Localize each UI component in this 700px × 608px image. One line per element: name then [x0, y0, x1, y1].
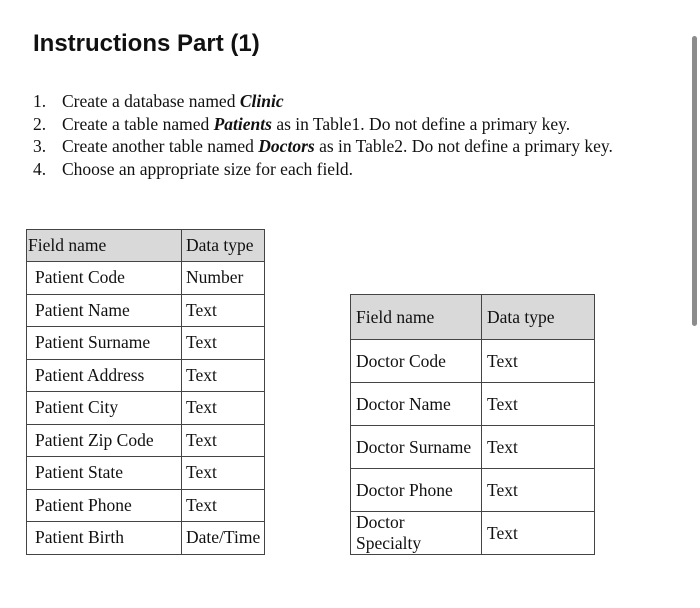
page-title: Instructions Part (1)	[33, 30, 260, 57]
field-name-cell: Patient Zip Code	[27, 424, 182, 457]
data-type-cell: Text	[482, 383, 595, 426]
data-type-cell: Text	[182, 327, 265, 360]
table-row	[27, 294, 265, 327]
table-header-row	[27, 230, 265, 262]
field-name-cell: Patient City	[27, 392, 182, 425]
table-row	[27, 522, 265, 555]
table-row	[351, 426, 595, 469]
data-type-cell: Text	[182, 392, 265, 425]
data-type-cell: Text	[482, 469, 595, 512]
field-name-cell: Patient Name	[27, 294, 182, 327]
field-name-cell: Doctor Surname	[351, 426, 482, 469]
table-row	[27, 262, 265, 295]
table-row	[27, 424, 265, 457]
instruction-item: 2. Create a table named Patients as in Table1. Do not define a primary key.	[33, 113, 571, 134]
instruction-list	[33, 90, 613, 180]
column-header: Field name	[351, 295, 482, 340]
data-type-cell: Text	[482, 426, 595, 469]
field-name-cell: Patient Address	[27, 359, 182, 392]
column-header: Data type	[482, 295, 595, 340]
doctors-table	[350, 294, 595, 555]
patients-table	[26, 229, 265, 555]
vertical-scrollbar[interactable]	[692, 36, 697, 326]
data-type-cell: Text	[182, 489, 265, 522]
table-row	[351, 340, 595, 383]
data-type-cell: Text	[482, 340, 595, 383]
field-name-cell: Patient Phone	[27, 489, 182, 522]
data-type-cell: Text	[182, 457, 265, 490]
table-row	[27, 359, 265, 392]
field-name-cell: Doctor Name	[351, 383, 482, 426]
field-name-cell: Patient Surname	[27, 327, 182, 360]
table-row	[351, 512, 595, 555]
column-header: Data type	[182, 230, 265, 262]
instruction-item: 3. Create another table named Doctors as in Table2. Do not define a primary key.	[33, 136, 613, 156]
field-name-cell: Doctor Code	[351, 340, 482, 383]
field-name-cell: Doctor Specialty	[351, 512, 482, 555]
table-row	[351, 383, 595, 426]
table-row	[27, 327, 265, 360]
data-type-cell: Text	[182, 359, 265, 392]
table-header-row	[351, 295, 595, 340]
table-row	[27, 392, 265, 425]
field-name-cell: Doctor Phone	[351, 469, 482, 512]
data-type-cell: Date/Time	[182, 522, 265, 555]
instruction-item: 4. Choose an appropriate size for each field.	[33, 158, 354, 179]
data-type-cell: Text	[482, 512, 595, 555]
data-type-cell: Text	[182, 294, 265, 327]
data-type-cell: Text	[182, 424, 265, 457]
field-name-cell: Patient Birth	[27, 522, 182, 555]
field-name-cell: Patient State	[27, 457, 182, 490]
column-header: Field name	[27, 230, 182, 262]
table-row	[351, 469, 595, 512]
field-name-cell: Patient Code	[27, 262, 182, 295]
data-type-cell: Number	[182, 262, 265, 295]
table-row	[27, 489, 265, 522]
table-row	[27, 457, 265, 490]
instruction-item: 1. Create a database named Clinic	[33, 91, 284, 111]
